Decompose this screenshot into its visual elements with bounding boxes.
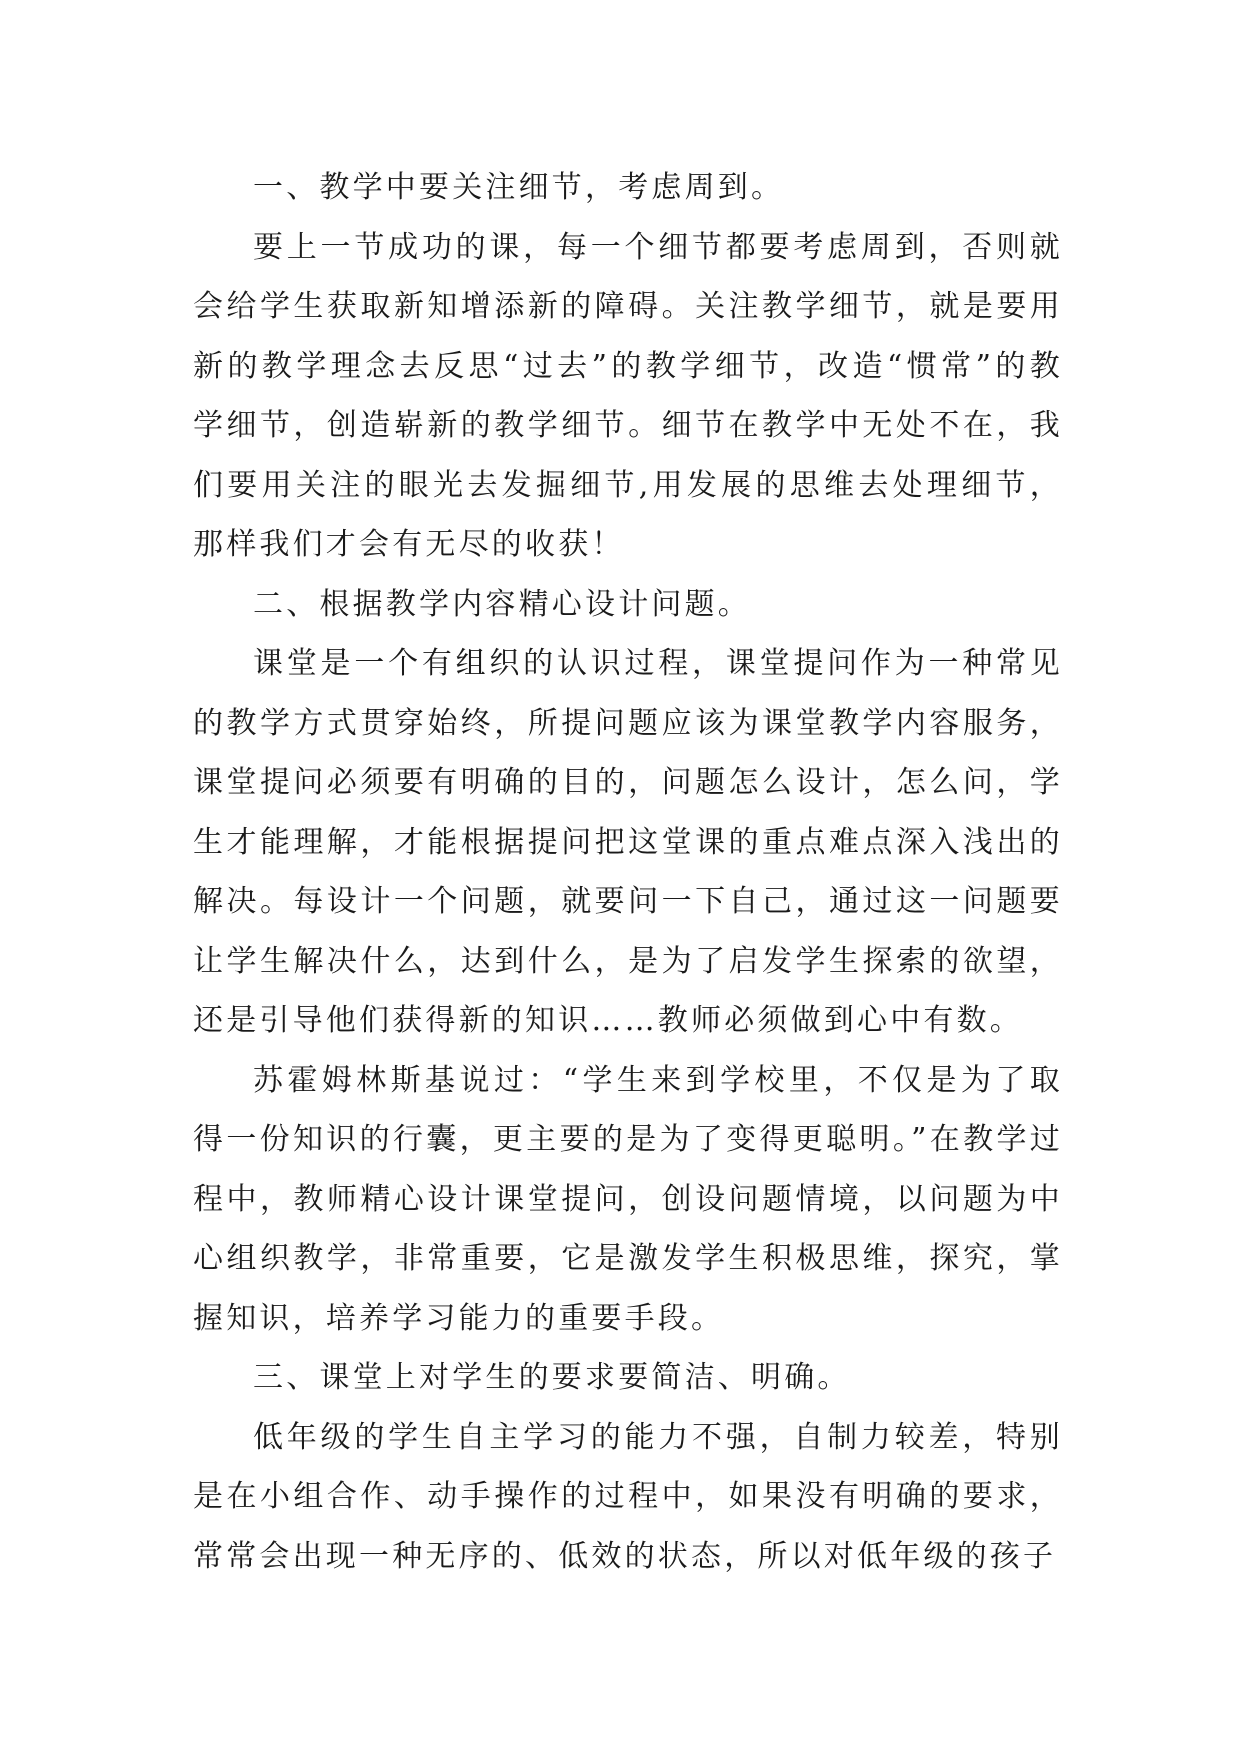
section-heading-1: 一、教学中要关注细节，考虑周到。 bbox=[253, 170, 785, 205]
body-paragraph-2: 课堂是一个有组织的认识过程，课堂提问作为一种常见的教学方式贯穿始终，所提问题应该为课堂教学内容服务，课堂提问必须要有明确的目的，问题怎么设计，怎么问，学生才能理解，才能根据提问把这堂课的重点难点深入浅出的解决。每设计一个问题，就要问一下自己，通过这一问题要让学生解决什么，达到什么，是为了启发学生探索的欲望，还是引导他们获得新的知识……教师必须做到心中有数。 bbox=[193, 646, 1063, 1038]
body-paragraph-1: 要上一节成功的课，每一个细节都要考虑周到，否则就会给学生获取新知增添新的障碍。关注教学细节，就是要用新的教学理念去反思“过去”的教学细节，改造“惯常”的教学细节，创造崭新的教学细节。细节在教学中无处不在，我们要用关注的眼光去发掘细节,用发展的思维去处理细节，那样我们才会有无尽的收获！ bbox=[193, 229, 1063, 562]
section-heading-2: 二、根据教学内容精心设计问题。 bbox=[253, 586, 751, 622]
body-paragraph-3: 苏霍姆林斯基说过：“学生来到学校里，不仅是为了取得一份知识的行囊，更主要的是为了变得更聪明。”在教学过程中，教师精心设计课堂提问，创设问题情境，以问题为中心组织教学，非常重要，它是激发学生积极思维，探究，掌握知识，培养学习能力的重要手段。 bbox=[193, 1062, 1063, 1336]
section-heading-3: 三、课堂上对学生的要求要简洁、明确。 bbox=[253, 1360, 851, 1395]
document-page bbox=[193, 158, 1063, 1586]
body-paragraph-4: 低年级的学生自主学习的能力不强，自制力较差，特别是在小组合作、动手操作的过程中，如果没有明确的要求，常常会出现一种无序的、低效的状态，所以对低年级的孩子 bbox=[193, 1419, 1063, 1574]
